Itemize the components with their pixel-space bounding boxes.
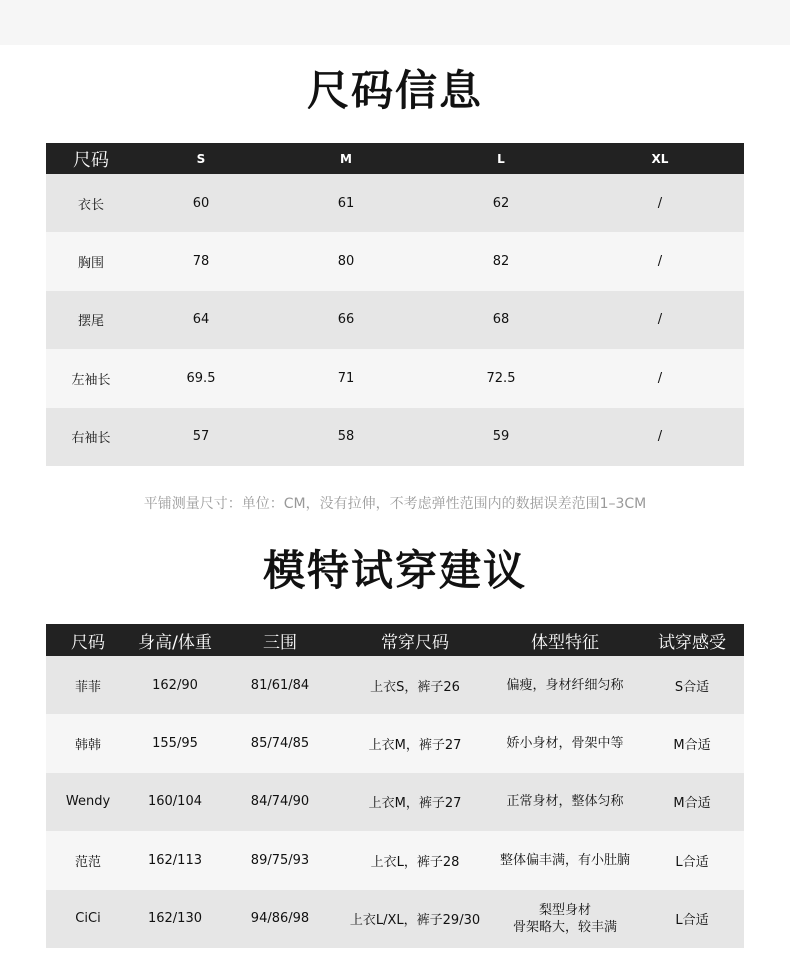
- model-header-cell: 体型特征: [490, 624, 640, 656]
- body-type-line: 骨架略大，较丰满: [512, 919, 617, 935]
- model-table-row: [46, 714, 744, 772]
- measurement-value-cell: 62: [426, 174, 576, 232]
- model-name-cell: 韩韩: [46, 714, 130, 772]
- model-table-row: [46, 831, 744, 889]
- measurements-cell: 81/61/84: [220, 656, 340, 714]
- model-name-cell: Wendy: [46, 773, 130, 831]
- measurements-cell: 94/86/98: [220, 890, 340, 948]
- model-table-header-row: [46, 624, 744, 656]
- height-weight-cell: 162/113: [130, 831, 220, 889]
- body-type-line: 偏瘦，身材纤细匀称: [506, 677, 624, 693]
- fit-feel-cell: S合适: [640, 656, 744, 714]
- model-table-row: [46, 773, 744, 831]
- body-type-line: 整体偏丰满，有小肚腩: [499, 852, 630, 868]
- measurement-value-cell: /: [576, 232, 744, 290]
- model-name-cell: CiCi: [46, 890, 130, 948]
- fit-feel-cell: L合适: [640, 831, 744, 889]
- model-header-cell: 常穿尺码: [340, 624, 490, 656]
- measurement-value-cell: 68: [426, 291, 576, 349]
- measurement-name-cell: 胸围: [46, 232, 136, 290]
- usual-size-cell: 上衣M，裤子27: [340, 714, 490, 772]
- model-header-cell: 尺码: [46, 624, 130, 656]
- measurement-name-cell: 左袖长: [46, 349, 136, 407]
- fit-feel-cell: M合适: [640, 714, 744, 772]
- usual-size-cell: 上衣S，裤子26: [340, 656, 490, 714]
- model-table-row: [46, 890, 744, 948]
- measurement-value-cell: 64: [136, 291, 266, 349]
- measurement-name-cell: 摆尾: [46, 291, 136, 349]
- measurement-value-cell: /: [576, 408, 744, 466]
- measurement-value-cell: 60: [136, 174, 266, 232]
- fit-feel-cell: M合适: [640, 773, 744, 831]
- body-type-cell: [490, 890, 640, 948]
- size-header-cell: XL: [576, 143, 744, 174]
- measurement-value-cell: /: [576, 349, 744, 407]
- measurement-value-cell: 59: [426, 408, 576, 466]
- measurement-value-cell: 57: [136, 408, 266, 466]
- body-type-cell: [490, 714, 640, 772]
- model-fit-title: 模特试穿建议: [262, 546, 527, 595]
- model-header-cell: 三围: [220, 624, 340, 656]
- measurements-cell: 84/74/90: [220, 773, 340, 831]
- measurement-value-cell: 80: [266, 232, 426, 290]
- measurement-note: 平铺测量尺寸：单位：CM，没有拉伸，不考虑弹性范围内的数据误差范围1–3CM: [143, 496, 647, 512]
- height-weight-cell: 160/104: [130, 773, 220, 831]
- body-type-line: 梨型身材: [538, 902, 591, 918]
- height-weight-cell: 155/95: [130, 714, 220, 772]
- model-header-cell: 身高/体重: [130, 624, 220, 656]
- size-header-cell: S: [136, 143, 266, 174]
- size-table-row: [46, 232, 744, 290]
- size-info-title: 尺码信息: [306, 66, 483, 115]
- measurements-cell: 85/74/85: [220, 714, 340, 772]
- height-weight-cell: 162/130: [130, 890, 220, 948]
- body-type-line: 娇小身材，骨架中等: [506, 736, 624, 752]
- body-type-cell: [490, 656, 640, 714]
- size-table-header-row: [46, 143, 744, 174]
- model-header-cell: 试穿感受: [640, 624, 744, 656]
- height-weight-cell: 162/90: [130, 656, 220, 714]
- measurement-value-cell: 82: [426, 232, 576, 290]
- measurement-value-cell: 69.5: [136, 349, 266, 407]
- measurement-name-cell: 衣长: [46, 174, 136, 232]
- measurements-cell: 89/75/93: [220, 831, 340, 889]
- size-header-cell: M: [266, 143, 426, 174]
- measurement-value-cell: 71: [266, 349, 426, 407]
- measurement-value-cell: 72.5: [426, 349, 576, 407]
- model-name-cell: 范范: [46, 831, 130, 889]
- body-type-cell: [490, 831, 640, 889]
- measurement-name-cell: 右袖长: [46, 408, 136, 466]
- measurement-value-cell: /: [576, 174, 744, 232]
- size-header-cell: L: [426, 143, 576, 174]
- fit-feel-cell: L合适: [640, 890, 744, 948]
- measurement-value-cell: /: [576, 291, 744, 349]
- model-fit-table: [46, 624, 744, 948]
- size-table: [46, 143, 744, 466]
- measurement-value-cell: 78: [136, 232, 266, 290]
- top-band: [0, 0, 790, 45]
- size-table-row: [46, 291, 744, 349]
- usual-size-cell: 上衣L/XL，裤子29/30: [340, 890, 490, 948]
- model-table-row: [46, 656, 744, 714]
- measurement-value-cell: 66: [266, 291, 426, 349]
- size-table-row: [46, 349, 744, 407]
- measurement-value-cell: 61: [266, 174, 426, 232]
- body-type-cell: [490, 773, 640, 831]
- model-name-cell: 菲菲: [46, 656, 130, 714]
- body-type-line: 正常身材，整体匀称: [506, 794, 624, 810]
- usual-size-cell: 上衣M，裤子27: [340, 773, 490, 831]
- size-table-row: [46, 408, 744, 466]
- usual-size-cell: 上衣L，裤子28: [340, 831, 490, 889]
- size-header-cell: 尺码: [46, 143, 136, 174]
- measurement-value-cell: 58: [266, 408, 426, 466]
- size-table-row: [46, 174, 744, 232]
